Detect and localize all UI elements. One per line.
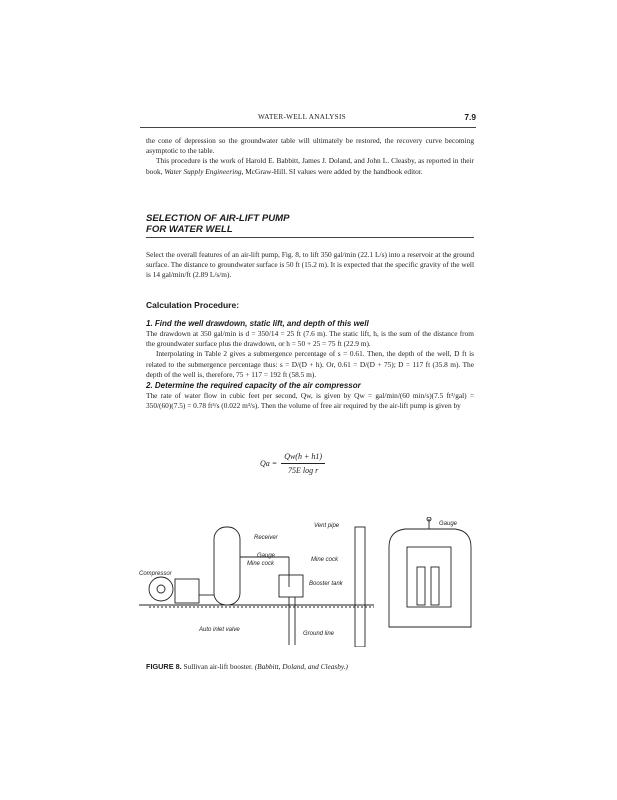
section-title-line-2: FOR WATER WELL — [146, 224, 233, 235]
equation-numerator: Qw(h + h1) — [281, 452, 325, 464]
air-lift-booster-figure — [139, 517, 479, 647]
receiver-tank — [214, 527, 240, 605]
intro-paragraph-2 — [146, 156, 474, 176]
label-receiver: Receiver — [254, 535, 278, 541]
caption-credit: (Babbitt, Doland, and Cleasby.) — [254, 662, 348, 671]
label-gauge-top: Gauge — [439, 521, 458, 527]
booster-cross-section — [389, 529, 471, 627]
equation-fraction — [281, 452, 325, 475]
intro-paragraph-1: the cone of depression so the groundwater table will ultimately be restored, the recovery curve becoming asymptotic to the table. — [146, 136, 474, 156]
problem-text: Select the overall features of an air-lift pump, Fig. 8, to lift 350 gal/min (22.1 L/s) into a reservoir at the ground surface. The distance to groundwater surface is 50 ft (15.2 m). It is expected that the specific gravity of the well is 14 gal/min/ft (2.89 L/s/m). — [146, 250, 474, 280]
label-auto-inlet-valve: Auto inlet valve — [199, 627, 240, 633]
caption-text: Sullivan air-lift booster. — [183, 662, 253, 671]
vent-pipe-shape — [355, 527, 365, 647]
intro-text — [146, 136, 474, 177]
label-gauge: Gauge — [257, 553, 276, 559]
equation-denominator: 75E log r — [287, 466, 319, 475]
air-volume-equation — [260, 452, 325, 475]
equation-lhs: Qa = — [260, 459, 278, 468]
steps-text — [146, 318, 474, 411]
label-ground-line: Ground line — [303, 631, 335, 637]
figure-caption — [146, 662, 348, 671]
running-header — [140, 113, 476, 128]
step-1-paragraph-1: The drawdown at 350 gal/min is d = 350/14 = 25 ft (7.6 m). The static lift, h, is the sum of the distance from the groundwater surface plus the drawdown, or h = 50 + 25 = 75 ft (22.9 m). — [146, 329, 474, 349]
label-booster-tank: Booster tank — [309, 581, 343, 587]
label-vent-pipe: Vent pipe — [314, 523, 340, 529]
page-number: 7.9 — [464, 112, 476, 122]
step-2-heading: 2. Determine the required capacity of the air compressor — [146, 381, 361, 391]
running-title: WATER-WELL ANALYSIS — [258, 113, 346, 121]
compressor-hub — [157, 585, 165, 593]
calculation-heading: Calculation Procedure: — [146, 300, 240, 310]
intro-text-a: This procedure is the work of Harold E. Babbitt, James J. Doland, and John L. Cleasby, as reported in their book, — [146, 156, 474, 176]
inner-tube-2 — [431, 567, 439, 605]
caption-label: FIGURE 8. — [146, 662, 182, 671]
booster-tank-shape — [279, 575, 303, 597]
step-1-heading: 1. Find the well drawdown, static lift, and depth of this well — [146, 319, 369, 328]
problem-statement — [146, 250, 474, 281]
inner-tube-1 — [417, 567, 425, 605]
step-2-paragraph-1: The rate of water flow in cubic feet per second, Qw, is given by Qw = gal/min/(60 min/s)(7.5 ft³/gal) = 350/(60)(7.5) = 0.78 ft³/s (0.022 m³/s). Then the volume of free air required by the air-lift pump is given by — [146, 391, 474, 411]
step-1-paragraph-2: Interpolating in Table 2 gives a submergence percentage of s = 0.61. Then, the depth of the well, D ft is related to the submergence percentage thus: s = D/(D + h). Or, 0.61 = D/(D + 75); D = 117 ft (35.8 m). The depth of the well is, therefore, 75 + 117 = 192 ft (58.5 m). — [146, 349, 474, 379]
section-title-line-1: SELECTION OF AIR-LIFT PUMP — [146, 213, 290, 224]
compressor-body — [175, 579, 199, 603]
intro-text-b: , McGraw-Hill. SI values were added by the handbook editor. — [241, 166, 423, 176]
compressor-flywheel — [149, 577, 173, 601]
label-mine-cock-left: Mine cock — [247, 561, 275, 567]
label-mine-cock-right: Mine cock — [311, 557, 339, 563]
inner-chamber — [407, 547, 451, 607]
book-title: Water Supply Engineering — [164, 166, 242, 176]
label-compressor: Compressor — [139, 571, 172, 577]
section-heading — [146, 213, 474, 238]
